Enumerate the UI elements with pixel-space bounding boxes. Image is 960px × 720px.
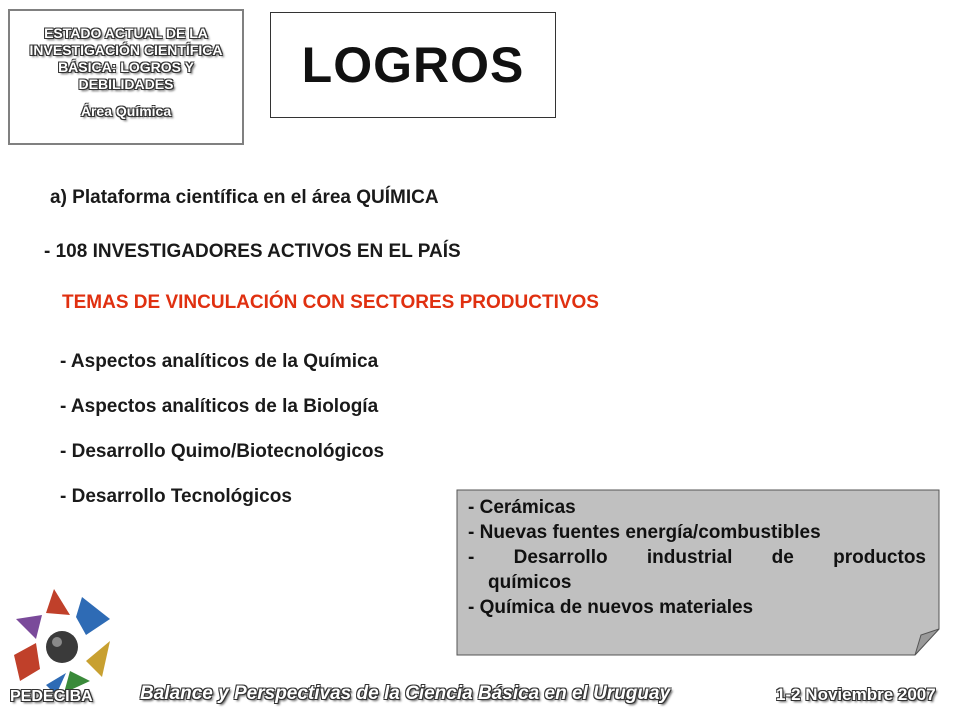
note-item: - Cerámicas — [468, 497, 576, 518]
bullet-item: - Desarrollo Tecnológicos — [60, 486, 292, 507]
note-box — [456, 489, 940, 656]
note-item: - Nuevas fuentes energía/combustibles — [468, 522, 821, 543]
footer-date: 1-2 Noviembre 2007 — [776, 685, 936, 704]
header-box — [8, 9, 244, 145]
slide-title: LOGROS — [301, 37, 525, 93]
bullet-item: - Aspectos analíticos de la Biología — [60, 396, 379, 417]
platform-line: a) Plataforma científica en el área QUÍMICA — [50, 187, 439, 208]
bullet-item: - Desarrollo Quimo/Biotecnológicos — [60, 441, 385, 462]
slide-title-box — [270, 12, 556, 118]
logo-text: PEDECIBA — [10, 688, 93, 705]
note-item: químicos — [488, 572, 572, 593]
topics-heading: TEMAS DE VINCULACIÓN CON SECTORES PRODUCTIVOS — [62, 292, 599, 313]
header-title: ESTADO ACTUAL DE LA INVESTIGACIÓN CIENTÍFICA BÁSICA: LOGROS Y DEBILIDADES — [29, 25, 223, 92]
note-item: - Química de nuevos materiales — [468, 597, 754, 618]
footer-title: Balance y Perspectivas de la Ciencia Básica en el Uruguay — [140, 683, 671, 704]
bullet-list — [60, 350, 384, 530]
researchers-line: - 108 INVESTIGADORES ACTIVOS EN EL PAÍS — [44, 241, 461, 262]
header-subtitle: Área Química — [80, 103, 172, 119]
bullet-item: - Aspectos analíticos de la Química — [60, 351, 379, 372]
note-item: - Desarrollo industrial de productos — [468, 547, 926, 568]
note-text — [468, 495, 926, 620]
